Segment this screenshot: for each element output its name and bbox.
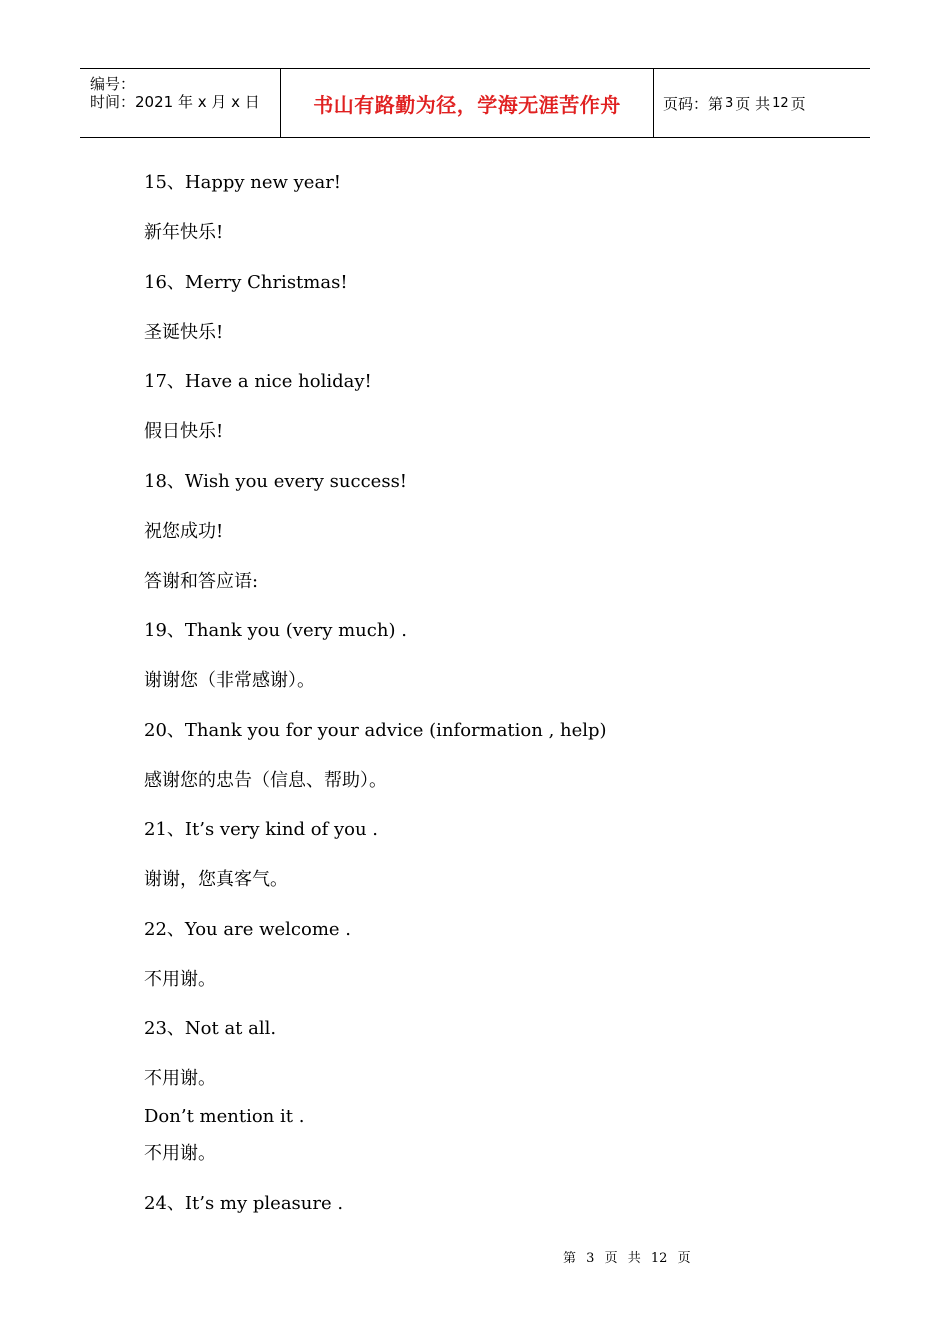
footer-page-number: 3 xyxy=(586,1251,595,1266)
text-line: 16、Merry Christmas! xyxy=(144,272,348,293)
section-heading: 答谢和答应语: xyxy=(144,571,259,592)
header-motto-cell xyxy=(281,69,654,137)
text-line: 23、Not at all. xyxy=(144,1018,277,1039)
text-line: 不用谢。 xyxy=(144,969,216,990)
page-number: 3 xyxy=(725,95,734,111)
text-line: 20、Thank you for your advice (information , help) xyxy=(144,720,607,741)
header-meta xyxy=(80,69,281,137)
footer-word: 页 xyxy=(677,1251,691,1266)
text-line: 不用谢。 xyxy=(144,1068,216,1089)
footer-word: 共 xyxy=(627,1251,641,1266)
text-line: 新年快乐! xyxy=(144,222,224,243)
page-prefix: 页码：第 xyxy=(663,94,724,113)
page-header xyxy=(80,68,870,138)
text-line: 谢谢，您真客气。 xyxy=(144,869,288,890)
text-line: 祝您成功! xyxy=(144,521,224,542)
text-line: 感谢您的忠告（信息、帮助）。 xyxy=(144,770,387,791)
page-mid: 页 共 xyxy=(735,94,771,113)
text-line: 19、Thank you (very much) . xyxy=(144,620,407,641)
text-line: 谢谢您（非常感谢）。 xyxy=(144,670,315,691)
page-total: 12 xyxy=(772,95,789,111)
text-line: 15、Happy new year! xyxy=(144,172,342,193)
text-line: 假日快乐! xyxy=(144,421,224,442)
text-line: 圣诞快乐! xyxy=(144,322,224,343)
page-footer xyxy=(563,1247,697,1266)
text-line: 22、You are welcome . xyxy=(144,919,351,940)
text-line: 24、It’s my pleasure . xyxy=(144,1193,344,1214)
page-suffix: 页 xyxy=(790,94,806,113)
document-number-label: 编号： xyxy=(90,75,136,93)
text-line: 17、Have a nice holiday! xyxy=(144,371,372,392)
footer-page-total: 12 xyxy=(650,1251,668,1266)
text-line: 不用谢。 xyxy=(144,1143,216,1164)
text-line: 18、Wish you every success! xyxy=(144,471,408,492)
header-page-info xyxy=(654,69,870,137)
footer-word: 页 xyxy=(604,1251,618,1266)
text-line: Don’t mention it . xyxy=(144,1106,305,1127)
header-motto: 书山有路勤为径，学海无涯苦作舟 xyxy=(313,92,621,117)
text-line: 21、It’s very kind of you . xyxy=(144,819,379,840)
footer-word: 第 xyxy=(563,1251,577,1266)
document-date: 时间：2021 年 x 月 x 日 xyxy=(90,93,260,111)
